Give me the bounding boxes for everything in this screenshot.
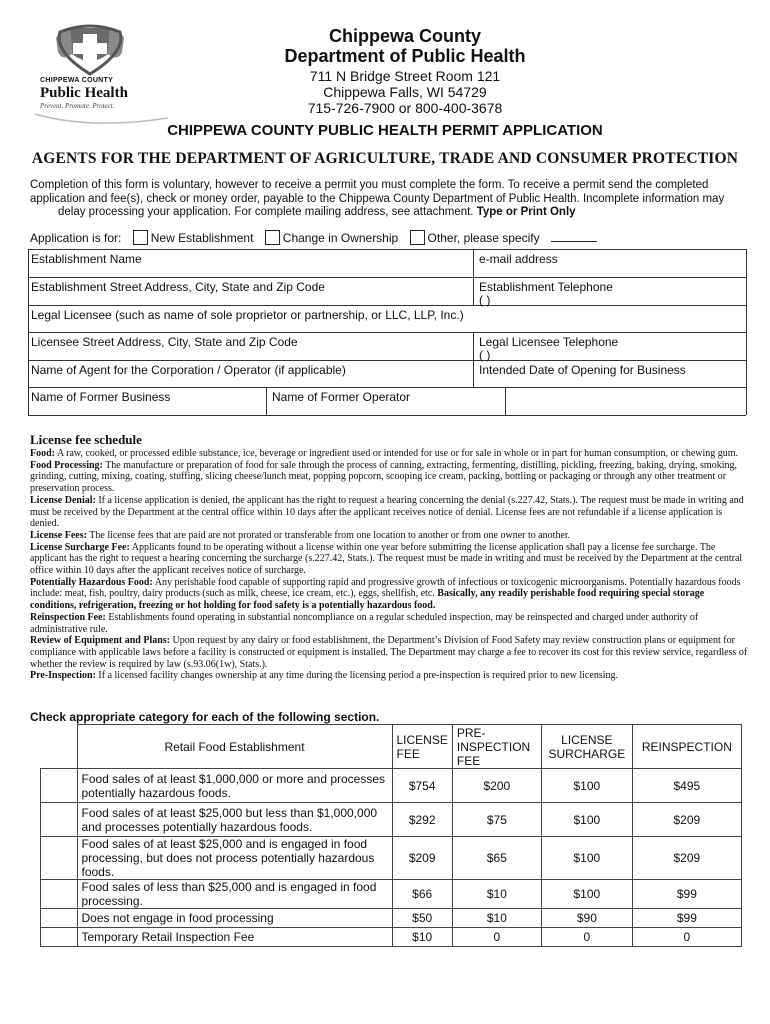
establishment-phone-paren: ( ): [479, 293, 491, 307]
header-reinspection: REINSPECTION: [632, 725, 741, 769]
licensee-address-field[interactable]: Licensee Street Address, City, State and Zip Code: [31, 335, 298, 349]
org-phone: 715-726-7900 or 800-400-3678: [307, 100, 503, 116]
grid-line: [473, 249, 474, 305]
grid-line: [28, 249, 746, 250]
row-reinspection: 0: [632, 928, 741, 947]
row-surcharge: $90: [541, 909, 632, 928]
change-ownership-label: Change in Ownership: [282, 231, 399, 245]
logo-line2: Public Health: [40, 85, 128, 101]
def-term-pre-inspection: Pre-Inspection:: [30, 670, 96, 682]
row-desc: Food sales of at least $25,000 and is engaged in food processing, but does not process potentially hazardous foods.: [77, 837, 392, 880]
def-term-fees: License Fees:: [30, 529, 87, 541]
header-license-fee: LICENSE FEE: [392, 725, 452, 769]
intro-line-3: delay processing your application. For complete mailing address, see attachment.: [58, 206, 474, 218]
row-pre: $200: [452, 769, 541, 803]
def-phf: Any perishable food capable of supporting rapid and progressive growth of infectious or toxicogenic microorganisms. Potentially hazardous foods include: meat, fish, poultry, dairy products (such as milk, cheese, ice cream, etc.), eggs, shellfish, etc.: [30, 576, 741, 600]
org-address-1: 711 N Bridge Street Room 121: [309, 68, 501, 84]
row-desc: Food sales of at least $25,000 but less than $1,000,000 and processes potentially hazardous foods.: [77, 803, 392, 837]
row-checkbox[interactable]: [41, 928, 78, 947]
establishment-address-field[interactable]: Establishment Street Address, City, State and Zip Code: [31, 280, 325, 294]
def-surcharge: Applicants found to be operating without a license within one year before submitting the license application shall pay a license fee surcharge. The applicant has the right to request a hearing concerning the surcharge (s.227.42, Stats.). The request must be made in writing and must be received by the Department at the central office within 10 days after the applicant receives notice of surcharge.: [30, 541, 743, 577]
org-address-2: Chippewa Falls, WI 54729: [323, 84, 487, 100]
grid-line: [28, 415, 746, 416]
row-checkbox[interactable]: [41, 880, 78, 909]
row-surcharge: 0: [541, 928, 632, 947]
def-term-food: Food:: [30, 448, 55, 459]
def-reinspection: Establishments found operating in substantial noncompliance on a regular scheduled inspection, may be reinspected and charged under authority of administrative rule.: [30, 611, 699, 635]
grid-line: [28, 387, 746, 388]
email-field[interactable]: e-mail address: [479, 252, 558, 266]
row-desc: Does not engage in food processing: [77, 909, 392, 928]
fee-table-header: [41, 725, 742, 769]
agent-name-field[interactable]: Name of Agent for the Corporation / Operator (if applicable): [31, 363, 346, 377]
row-pre: $10: [452, 880, 541, 909]
row-surcharge: $100: [541, 769, 632, 803]
row-surcharge: $100: [541, 837, 632, 880]
form-title: CHIPPEWA COUNTY PUBLIC HEALTH PERMIT APPLICATION: [167, 122, 603, 139]
application-type-row: [30, 230, 597, 246]
establishment-name-field[interactable]: Establishment Name: [31, 252, 142, 266]
row-surcharge: $100: [541, 803, 632, 837]
row-fee: $10: [392, 928, 452, 947]
former-business-field[interactable]: Name of Former Business: [31, 390, 171, 404]
table-row: [41, 928, 742, 947]
fee-table: [40, 724, 742, 947]
row-reinspection: $209: [632, 837, 741, 880]
row-desc: Food sales of at least $1,000,000 or more and processes potentially hazardous foods.: [77, 769, 392, 803]
header-pre-inspection: PRE-INSPECTION FEE: [452, 725, 541, 769]
table-row: [41, 837, 742, 880]
application-type-label: Application is for:: [30, 231, 122, 245]
table-row: [41, 769, 742, 803]
row-surcharge: $100: [541, 880, 632, 909]
intro-text: [30, 179, 750, 220]
def-processing: The manufacture or preparation of food for sale through the process of canning, extracting, fermenting, distilling, pickling, freezing, baking, drying, smoking, grinding, cutting, mixing, coating, stuffing, slicing cheese/lunch meat, popping popcorn, scooping ice cream, packing, bottling or packaging or through any other treatment or preservation process.: [30, 459, 737, 495]
row-desc: Food sales of less than $25,000 and is engaged in food processing.: [77, 880, 392, 909]
license-fee-heading: License fee schedule: [30, 432, 142, 447]
def-term-phf: Potentially Hazardous Food:: [30, 576, 153, 588]
def-term-denial: License Denial:: [30, 494, 96, 506]
org-header: [250, 26, 560, 116]
org-name-2: Department of Public Health: [284, 46, 526, 66]
agents-title: AGENTS FOR THE DEPARTMENT OF AGRICULTURE, TRADE AND CONSUMER PROTECTION: [31, 150, 739, 167]
legal-licensee-field[interactable]: Legal Licensee (such as name of sole proprietor or partnership, or LLC, LLP, Inc.): [31, 308, 464, 322]
grid-line: [28, 277, 746, 278]
row-pre: $75: [452, 803, 541, 837]
former-operator-field[interactable]: Name of Former Operator: [272, 390, 411, 404]
def-term-processing: Food Processing:: [30, 459, 103, 471]
new-establishment-label: New Establishment: [150, 231, 254, 245]
row-reinspection: $99: [632, 909, 741, 928]
other-label: Other, please specify: [427, 231, 540, 245]
table-row: [41, 803, 742, 837]
def-term-surcharge: License Surcharge Fee:: [30, 541, 130, 553]
grid-line: [266, 387, 267, 415]
check-column-header: [41, 725, 78, 769]
table-row: [41, 909, 742, 928]
grid-line: [505, 387, 506, 415]
def-fees: The license fees that are paid are not prorated or transferable from one location to another or from one owner to another.: [89, 529, 571, 541]
other-specify-field[interactable]: [551, 230, 597, 242]
org-name-1: Chippewa County: [329, 26, 481, 46]
row-fee: $66: [392, 880, 452, 909]
license-fee-definitions: [30, 448, 748, 682]
row-pre: 0: [452, 928, 541, 947]
grid-line: [28, 305, 746, 306]
row-checkbox[interactable]: [41, 909, 78, 928]
def-pre-inspection: If a licensed facility changes ownership at any time during the licensing period a pre-inspection is required prior to new licensing.: [98, 670, 618, 682]
row-fee: $292: [392, 803, 452, 837]
header-category: Retail Food Establishment: [77, 725, 392, 769]
logo-line1: CHIPPEWA COUNTY: [40, 77, 114, 84]
check-category-heading: Check appropriate category for each of the following section.: [30, 710, 380, 724]
def-term-reinspection: Reinspection Fee:: [30, 611, 106, 623]
table-row: [41, 880, 742, 909]
row-checkbox[interactable]: [41, 769, 78, 803]
grid-line: [746, 249, 747, 415]
intro-line-1: Completion of this form is voluntary, however to receive a permit you must complete the form. To receive a permit send the completed: [30, 179, 709, 191]
grid-line: [28, 360, 746, 361]
row-reinspection: $209: [632, 803, 741, 837]
type-or-print: Type or Print Only: [476, 206, 576, 218]
logo-tagline: Prevent. Promote. Protect.: [40, 102, 115, 110]
licensee-phone-field[interactable]: Legal Licensee Telephone: [479, 335, 619, 349]
def-term-review: Review of Equipment and Plans:: [30, 635, 171, 647]
header-surcharge: LICENSE SURCHARGE: [541, 725, 632, 769]
opening-date-field[interactable]: Intended Date of Opening for Business: [479, 363, 686, 377]
row-desc: Temporary Retail Inspection Fee: [77, 928, 392, 947]
def-phf-bold: Basically, any readily perishable food requiring special storage conditions, refrigeration, freezing or hot holding for food safety is a potentially hazardous food.: [30, 588, 705, 612]
intro-line-2: application and fee(s), check or money order, payable to the Chippewa County Department of Public Health. Incomplete information may: [30, 192, 725, 205]
row-checkbox[interactable]: [41, 837, 78, 880]
row-pre: $10: [452, 909, 541, 928]
row-fee: $209: [392, 837, 452, 880]
new-establishment-checkbox[interactable]: [133, 230, 148, 245]
row-reinspection: $99: [632, 880, 741, 909]
other-checkbox[interactable]: [410, 230, 425, 245]
county-logo: [30, 22, 170, 132]
establishment-phone-field[interactable]: Establishment Telephone: [479, 280, 613, 294]
row-checkbox[interactable]: [41, 803, 78, 837]
def-review: Upon request by any dairy or food establishment, the Department’s Division of Food Safety may review construction plans or equipment for compliance with applicable laws before a facility is constructed or equipment is installed. The Department may charge a fee to recover its cost for this review service, regardless of whether the review is required by law (s.93.06(1w), Stats.).: [30, 635, 748, 670]
row-fee: $50: [392, 909, 452, 928]
row-fee: $754: [392, 769, 452, 803]
def-denial: If a license application is denied, the applicant has the right to request a hearing concerning the denial (s.227.42, Stats.). The request must be made in writing and must be received by the Department at the central office within 10 days after the applicant receives notice of denial. License fees are not refundable if a license application is denied.: [30, 494, 744, 530]
def-food: A raw, cooked, or processed edible substance, ice, beverage or ingredient used or intended for use or for sale in whole or in part for human consumption, or chewing gum.: [56, 448, 739, 459]
grid-line: [28, 332, 746, 333]
row-pre: $65: [452, 837, 541, 880]
row-reinspection: $495: [632, 769, 741, 803]
grid-line: [28, 249, 29, 415]
grid-line: [473, 332, 474, 387]
change-ownership-checkbox[interactable]: [265, 230, 280, 245]
licensee-phone-paren: ( ): [479, 348, 491, 362]
